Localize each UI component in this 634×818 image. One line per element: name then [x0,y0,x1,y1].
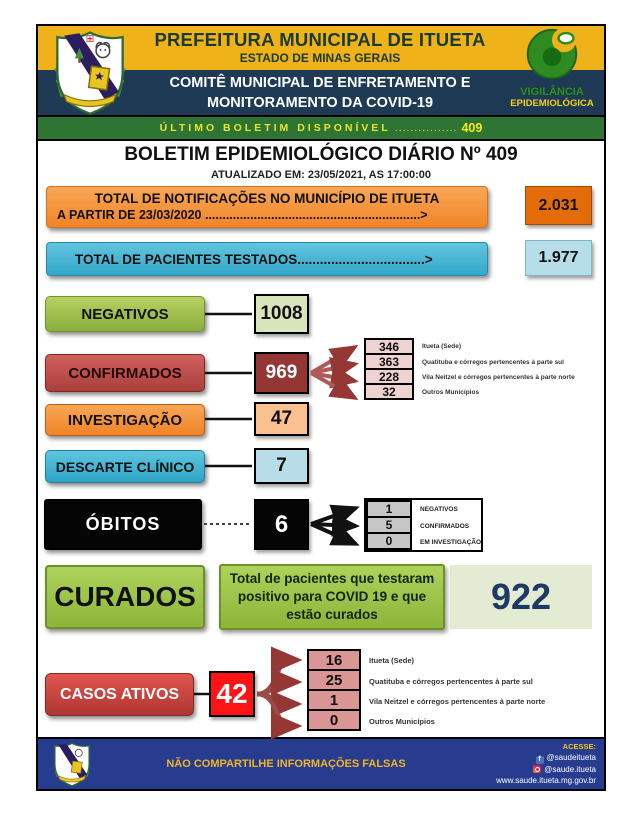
breakdown-label: Vila Neitzel e córregos pertencentes à parte norte [369,696,546,706]
tested-label: TOTAL DE PACIENTES TESTADOS..................................> [75,251,433,267]
itueta-coat-of-arms-logo [46,28,134,121]
instagram-link[interactable] [496,764,596,775]
breakdown-row [307,671,545,691]
committee-titles [142,73,498,113]
footer-links [496,741,596,786]
curados-value-panel: 922 [450,565,592,629]
acesse-label: ACESSE: [562,742,596,751]
facebook-link[interactable] [496,752,596,764]
tested-total-value: 1.977 [525,240,592,276]
vigilancia-epidemiologica-logo [502,27,602,113]
breakdown-label: CONFIRMADOS [420,522,470,530]
curados-button: CURADOS [45,565,205,629]
notifications-line1: TOTAL DE NOTIFICAÇÕES NO MUNICÍPIO DE ITUETA [94,191,440,206]
facebook-handle: @saudeitueta [546,753,596,762]
breakdown-label: Outros Municípios [422,389,480,396]
footer-warning: NÃO COMPARTILHE INFORMAÇÕES FALSAS [166,758,406,770]
confirmados-breakdown [364,338,575,400]
breakdown-value: 1 [307,689,361,711]
facebook-icon [536,756,544,764]
vigilancia-text: VIGILÂNCIA [520,86,584,98]
casos-ativos-button: CASOS ATIVOS [45,673,194,716]
breakdown-row [307,649,545,671]
breakdown-value: 228 [364,368,414,385]
breakdown-row [366,534,481,550]
casos-ativos-value: 42 [209,671,255,717]
bulletin-title: BOLETIM EPIDEMIOLÓGICO DIÁRIO Nº 409 [124,144,518,165]
municipality-title: PREFEITURA MUNICIPAL DE ITUETA [154,29,486,50]
breakdown-row [364,385,575,400]
instagram-handle: @saude.itueta [544,765,596,774]
breakdown-value: 0 [307,709,361,731]
breakdown-label: Itueta (Sede) [369,655,415,665]
breakdown-label: NEGATIVOS [420,505,458,513]
breakdown-label: Vila Neitzel e córregos pertencentes à parte norte [422,374,575,381]
breakdown-row [307,711,545,731]
breakdown-label: Itueta (Sede) [422,343,462,350]
breakdown-value: 16 [307,649,361,671]
committee-line2: MONITORAMENTO DA COVID-19 [206,95,434,111]
confirmados-value: 969 [254,352,309,394]
breakdown-label: Outros Municípios [369,716,435,726]
investigacao-button: INVESTIGAÇÃO [45,404,205,436]
breakdown-value: 32 [364,383,414,400]
last-bulletin-number: 409 [461,121,483,135]
instagram-icon [533,765,541,773]
epidemiologica-text: EPIDEMIOLÓGICA [510,98,594,109]
breakdown-value: 1 [366,500,412,518]
breakdown-value: 25 [307,669,361,691]
investigacao-value: 47 [254,402,309,436]
confirmados-button: CONFIRMADOS [45,354,205,392]
footer-coat-of-arms-icon [50,741,94,787]
committee-line1: COMITÊ MUNICIPAL DE ENFRETAMENTO E [169,75,471,91]
vigilancia-swirl-icon [524,27,580,83]
breakdown-value: 363 [364,353,414,370]
descarte-clinico-value: 7 [254,448,309,484]
breakdown-label: Quatituba e córregos pertencentes à parte sul [369,676,533,686]
notifications-total-value: 2.031 [525,186,592,225]
obitos-breakdown [364,498,483,552]
obitos-value: 6 [254,499,309,550]
breakdown-row [307,691,545,711]
casos-ativos-breakdown [307,649,545,731]
curados-description: Total de pacientes que testaram positivo para COVID 19 e que estão curados [219,564,445,630]
breakdown-value: 5 [366,516,412,534]
bulletin-page [36,24,606,791]
state-subtitle: ESTADO DE MINAS GERAIS [239,51,401,65]
descarte-clinico-button: DESCARTE CLÍNICO [45,450,205,483]
obitos-button: ÓBITOS [44,499,202,550]
footer-coat-of-arms-logo [50,741,94,792]
breakdown-label: Quatituba e córregos pertencentes à parte sul [422,359,564,366]
bulletin-updated: ATUALIZADO EM: 23/05/2021, AS 17:00:00 [210,169,432,181]
footer [38,737,604,789]
breakdown-value: 346 [364,338,414,355]
tested-total-bar [46,242,488,276]
negativos-button: NEGATIVOS [45,296,205,332]
breakdown-label: EM INVESTIGAÇÃO [420,538,482,546]
last-bulletin-label: ÚLTIMO BOLETIM DISPONÍVEL [159,122,391,134]
header-titles [142,29,498,65]
last-bulletin-dots: ................ [394,122,458,134]
negativos-value: 1008 [254,294,309,334]
breakdown-value: 0 [366,532,412,550]
website-link[interactable]: www.saude.itueta.mg.gov.br [496,776,596,785]
notifications-line2: A PARTIR DE 23/03/2020 ..............................................................> [57,208,428,222]
notifications-total-bar [46,186,488,228]
coat-of-arms-icon [46,28,134,116]
